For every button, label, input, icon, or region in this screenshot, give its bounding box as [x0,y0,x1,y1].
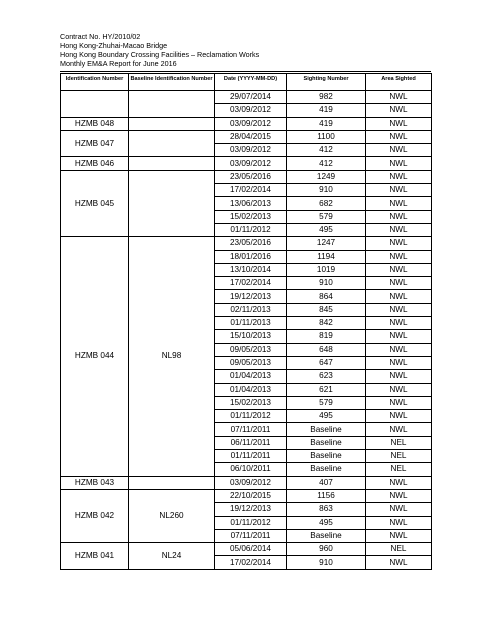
sighting-number-cell: 819 [287,330,366,343]
identification-number-cell: HZMB 048 [61,117,129,130]
col-header-identification-number: Identification Number [61,74,129,91]
area-sighted-cell: NWL [366,91,432,104]
area-sighted-cell: NWL [366,250,432,263]
sighting-number-cell: 579 [287,210,366,223]
sighting-number-cell: Baseline [287,450,366,463]
date-cell: 03/09/2012 [215,104,287,117]
baseline-identification-cell [129,476,215,489]
area-sighted-cell: NWL [366,184,432,197]
sighting-number-cell: 982 [287,91,366,104]
area-sighted-cell: NWL [366,263,432,276]
date-cell: 01/11/2012 [215,223,287,236]
date-cell: 23/05/2016 [215,170,287,183]
area-sighted-cell: NWL [366,237,432,250]
date-cell: 19/12/2013 [215,503,287,516]
date-cell: 05/06/2014 [215,543,287,556]
date-cell: 06/11/2011 [215,436,287,449]
identification-number-cell: HZMB 042 [61,489,129,542]
date-cell: 01/04/2013 [215,370,287,383]
area-sighted-cell: NWL [366,343,432,356]
baseline-identification-cell [129,117,215,130]
area-sighted-cell: NEL [366,543,432,556]
date-cell: 15/02/2013 [215,210,287,223]
date-cell: 03/09/2012 [215,476,287,489]
area-sighted-cell: NEL [366,436,432,449]
table-row [61,543,432,556]
date-cell: 13/10/2014 [215,263,287,276]
identification-number-cell: HZMB 041 [61,543,129,570]
baseline-identification-cell: NL24 [129,543,215,570]
table-row [61,170,432,183]
sighting-number-cell: 864 [287,290,366,303]
baseline-identification-cell [129,130,215,157]
area-sighted-cell: NEL [366,450,432,463]
area-sighted-cell: NWL [366,370,432,383]
baseline-identification-cell: NL98 [129,237,215,476]
header-report-line: Monthly EM&A Report for June 2016 [60,59,177,68]
sighting-number-cell: 863 [287,503,366,516]
sighting-number-cell: 842 [287,317,366,330]
sighting-number-cell: 1100 [287,130,366,143]
area-sighted-cell: NWL [366,396,432,409]
date-cell: 15/02/2013 [215,396,287,409]
area-sighted-cell: NWL [366,144,432,157]
col-header-date: Date (YYYY-MM-DD) [215,74,287,91]
date-cell: 01/11/2013 [215,317,287,330]
sighting-number-cell: 1019 [287,263,366,276]
sighting-number-cell: 623 [287,370,366,383]
identification-number-cell: HZMB 044 [61,237,129,476]
table-row [61,117,432,130]
area-sighted-cell: NWL [366,223,432,236]
date-cell: 22/10/2015 [215,489,287,502]
date-cell: 01/11/2012 [215,410,287,423]
table-row [61,91,432,104]
header-project-line: Hong Kong-Zhuhai-Macao Bridge [60,41,168,50]
report-header [60,32,259,68]
header-contract-line: Contract No. HY/2010/02 [60,32,141,41]
sighting-number-cell: 647 [287,356,366,369]
sighting-number-cell: 419 [287,104,366,117]
sighting-number-cell: 579 [287,396,366,409]
identification-number-cell: HZMB 047 [61,130,129,157]
sighting-number-cell: 1247 [287,237,366,250]
date-cell: 09/05/2013 [215,343,287,356]
area-sighted-cell: NWL [366,503,432,516]
table-row [61,157,432,170]
sighting-number-cell: 412 [287,157,366,170]
area-sighted-cell: NWL [366,197,432,210]
date-cell: 07/11/2011 [215,529,287,542]
sighting-number-cell: 960 [287,543,366,556]
date-cell: 03/09/2012 [215,117,287,130]
sighting-number-cell: 407 [287,476,366,489]
date-cell: 15/10/2013 [215,330,287,343]
date-cell: 18/01/2016 [215,250,287,263]
area-sighted-cell: NWL [366,356,432,369]
sighting-number-cell: 412 [287,144,366,157]
date-cell: 03/09/2012 [215,144,287,157]
date-cell: 03/09/2012 [215,157,287,170]
identification-number-cell: HZMB 043 [61,476,129,489]
header-works-line: Hong Kong Boundary Crossing Facilities – Reclamation Works [60,50,260,59]
table-row [61,476,432,489]
date-cell: 09/05/2013 [215,356,287,369]
header-divider [60,71,431,72]
area-sighted-cell: NWL [366,529,432,542]
date-cell: 29/07/2014 [215,91,287,104]
baseline-identification-cell [129,157,215,170]
table-row [61,237,432,250]
identification-number-cell [61,91,129,118]
sighting-number-cell: 1249 [287,170,366,183]
col-header-sighting-number: Sighting Number [287,74,366,91]
area-sighted-cell: NWL [366,423,432,436]
date-cell: 13/06/2013 [215,197,287,210]
identification-number-cell: HZMB 046 [61,157,129,170]
area-sighted-cell: NWL [366,330,432,343]
table-row [61,489,432,502]
sighting-number-cell: 845 [287,303,366,316]
sighting-number-cell: Baseline [287,423,366,436]
table-header-row [61,74,432,91]
date-cell: 17/02/2014 [215,184,287,197]
table-body [61,91,432,570]
sighting-number-cell: 495 [287,410,366,423]
date-cell: 23/05/2016 [215,237,287,250]
area-sighted-cell: NWL [366,489,432,502]
area-sighted-cell: NWL [366,410,432,423]
date-cell: 07/11/2011 [215,423,287,436]
baseline-identification-cell [129,170,215,236]
date-cell: 17/02/2014 [215,277,287,290]
sighting-number-cell: 910 [287,556,366,569]
sighting-number-cell: Baseline [287,529,366,542]
baseline-identification-cell: NL260 [129,489,215,542]
date-cell: 06/10/2011 [215,463,287,476]
area-sighted-cell: NEL [366,463,432,476]
area-sighted-cell: NWL [366,157,432,170]
area-sighted-cell: NWL [366,104,432,117]
table-row [61,130,432,143]
area-sighted-cell: NWL [366,130,432,143]
area-sighted-cell: NWL [366,303,432,316]
date-cell: 01/11/2012 [215,516,287,529]
baseline-identification-cell [129,91,215,118]
area-sighted-cell: NWL [366,516,432,529]
sighting-number-cell: 682 [287,197,366,210]
date-cell: 28/04/2015 [215,130,287,143]
area-sighted-cell: NWL [366,317,432,330]
area-sighted-cell: NWL [366,170,432,183]
area-sighted-cell: NWL [366,210,432,223]
sighting-number-cell: Baseline [287,463,366,476]
sighting-number-cell: 648 [287,343,366,356]
sighting-number-cell: 495 [287,516,366,529]
sighting-number-cell: 1194 [287,250,366,263]
sighting-number-cell: Baseline [287,436,366,449]
sighting-number-cell: 910 [287,184,366,197]
col-header-area-sighted: Area Sighted [366,74,432,91]
sightings-table [60,73,432,570]
area-sighted-cell: NWL [366,476,432,489]
sighting-number-cell: 1156 [287,489,366,502]
sighting-number-cell: 495 [287,223,366,236]
area-sighted-cell: NWL [366,383,432,396]
area-sighted-cell: NWL [366,117,432,130]
col-header-baseline-identification-number: Baseline Identification Number [129,74,215,91]
area-sighted-cell: NWL [366,556,432,569]
date-cell: 02/11/2013 [215,303,287,316]
sighting-number-cell: 910 [287,277,366,290]
identification-number-cell: HZMB 045 [61,170,129,236]
area-sighted-cell: NWL [366,290,432,303]
sighting-number-cell: 621 [287,383,366,396]
sighting-number-cell: 419 [287,117,366,130]
date-cell: 17/02/2014 [215,556,287,569]
area-sighted-cell: NWL [366,277,432,290]
date-cell: 19/12/2013 [215,290,287,303]
date-cell: 01/04/2013 [215,383,287,396]
date-cell: 01/11/2011 [215,450,287,463]
